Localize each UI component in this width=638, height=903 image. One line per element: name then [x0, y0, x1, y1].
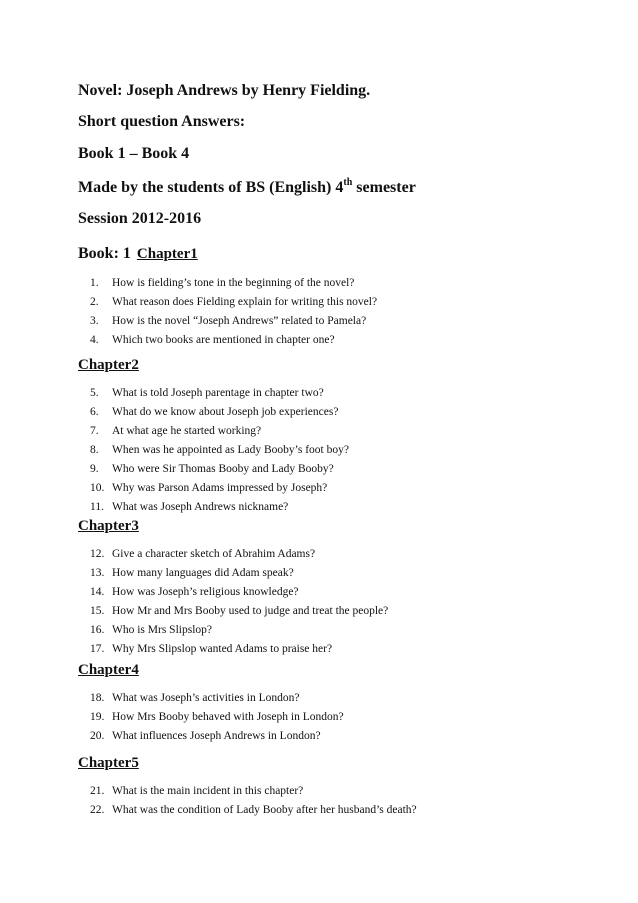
list-item [90, 498, 349, 517]
book-label: Book: 1 [78, 245, 131, 262]
question-text: What is told Joseph parentage in chapter two? [112, 387, 324, 399]
made-by-text: Made by the students of BS (English) 4 [78, 179, 344, 196]
list-item [90, 727, 344, 746]
question-number: 11. [90, 501, 104, 513]
question-number: 16. [90, 624, 105, 636]
question-text: How was Joseph’s religious knowledge? [112, 586, 299, 598]
question-text: What was Joseph’s activities in London? [112, 692, 300, 704]
question-text: Which two books are mentioned in chapter one? [112, 334, 335, 346]
novel-title: Novel: Joseph Andrews by Henry Fielding. [78, 82, 371, 99]
list-item [90, 782, 417, 801]
question-number: 4. [90, 334, 99, 346]
question-number: 21. [90, 785, 105, 797]
list-item [90, 621, 388, 640]
list-item [90, 403, 349, 422]
question-number: 19. [90, 711, 105, 723]
question-text: How is fielding’s tone in the beginning of the novel? [112, 277, 355, 289]
list-item [90, 583, 388, 602]
question-number: 5. [90, 387, 99, 399]
question-number: 12. [90, 548, 105, 560]
question-number: 14. [90, 586, 105, 598]
chapter-heading-3: Chapter3 [78, 518, 139, 534]
list-item [90, 640, 388, 659]
list-item [90, 708, 344, 727]
question-text: Give a character sketch of Abrahim Adams? [112, 548, 316, 560]
question-number: 10. [90, 482, 105, 494]
question-number: 20. [90, 730, 105, 742]
chapter-heading-1: Chapter1 [136, 246, 198, 262]
question-text: Who were Sir Thomas Booby and Lady Booby? [112, 463, 334, 475]
question-text: How Mrs Booby behaved with Joseph in London? [112, 711, 344, 723]
session-line: Session 2012-2016 [78, 210, 202, 227]
question-text: Who is Mrs Slipslop? [112, 624, 212, 636]
question-number: 22. [90, 804, 105, 816]
list-item [90, 602, 388, 621]
question-list-chapter5 [90, 782, 417, 820]
list-item [90, 312, 377, 331]
chapter-heading-2: Chapter2 [78, 357, 139, 373]
chapter-heading-5: Chapter5 [78, 755, 139, 771]
question-text: What is the main incident in this chapter? [112, 785, 304, 797]
question-number: 2. [90, 296, 99, 308]
question-number: 7. [90, 425, 99, 437]
list-item [90, 331, 377, 350]
question-text: What influences Joseph Andrews in London? [112, 730, 321, 742]
question-list-chapter3 [90, 545, 388, 659]
question-text: How is the novel “Joseph Andrews” related to Pamela? [112, 315, 367, 327]
question-list-chapter1 [90, 274, 377, 350]
list-item [90, 293, 377, 312]
made-by-suffix: semester [352, 179, 416, 196]
question-text: What do we know about Joseph job experiences? [112, 406, 339, 418]
list-item [90, 545, 388, 564]
question-text: What reason does Fielding explain for writing this novel? [112, 296, 378, 308]
question-text: At what age he started working? [112, 425, 262, 437]
question-number: 13. [90, 567, 105, 579]
question-text: Why was Parson Adams impressed by Joseph? [112, 482, 328, 494]
question-list-chapter2 [90, 384, 349, 517]
question-number: 1. [90, 277, 99, 289]
question-text: What was Joseph Andrews nickname? [112, 501, 289, 513]
chapter-heading-4: Chapter4 [78, 662, 139, 678]
question-text: What was the condition of Lady Booby after her husband’s death? [112, 804, 417, 816]
question-number: 17. [90, 643, 105, 655]
list-item [90, 274, 377, 293]
list-item [90, 479, 349, 498]
list-item [90, 564, 388, 583]
question-text: When was he appointed as Lady Booby’s foot boy? [112, 444, 349, 456]
question-number: 18. [90, 692, 105, 704]
question-number: 6. [90, 406, 99, 418]
list-item [90, 441, 349, 460]
list-item [90, 422, 349, 441]
list-item [90, 801, 417, 820]
question-number: 8. [90, 444, 99, 456]
made-by-superscript: th [343, 177, 353, 188]
question-text: How many languages did Adam speak? [112, 567, 294, 579]
question-number: 9. [90, 463, 99, 475]
list-item [90, 384, 349, 403]
question-number: 3. [90, 315, 99, 327]
books-range: Book 1 – Book 4 [78, 145, 190, 162]
question-text: Why Mrs Slipslop wanted Adams to praise her? [112, 643, 333, 655]
question-number: 15. [90, 605, 105, 617]
document-type: Short question Answers: [78, 113, 246, 130]
list-item [90, 689, 344, 708]
list-item [90, 460, 349, 479]
question-text: How Mr and Mrs Booby used to judge and treat the people? [112, 605, 389, 617]
book-heading [78, 245, 198, 263]
question-list-chapter4 [90, 689, 344, 746]
made-by-line [78, 179, 416, 197]
